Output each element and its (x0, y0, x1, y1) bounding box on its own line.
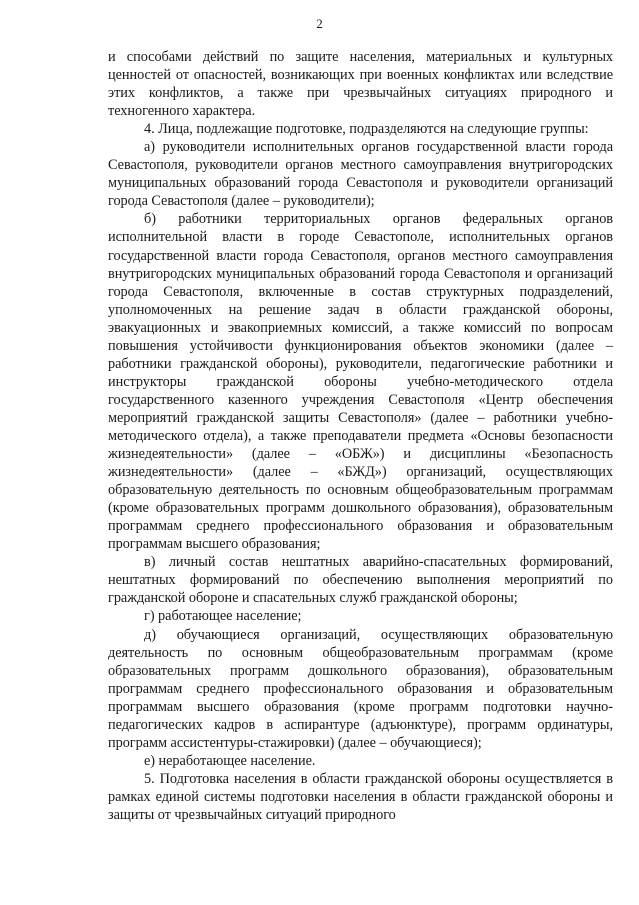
paragraph-item-4a: а) руководители исполнительных органов государственной власти города Севастополя, руководители органов местного самоуправления внутригородских муниципальных образований города Севастополя и руководители организаций города Севастополя (далее – руководители); (108, 139, 613, 210)
paragraph-item-5: 5. Подготовка населения в области гражданской обороны осуществляется в рамках единой системы подготовки населения в области гражданской обороны и защиты от чрезвычайных ситуаций природного (108, 770, 613, 823)
document-body (108, 48, 613, 824)
paragraph-item-4d: д) обучающиеся организаций, осуществляющих образовательную деятельность по основным общеобразовательным программам (кроме образовательных программ дошкольного образования), образовательным программам среднего профессионального образования и образовательным программам высшего образования (кроме программ подготовки научно-педагогических кадров в аспирантуре (адъюнктуре), программ ординатуры, программ ассистентуры-стажировки) (далее – обучающиеся); (108, 626, 613, 751)
paragraph-item-4: 4. Лица, подлежащие подготовке, подразделяются на следующие группы: (144, 121, 589, 138)
paragraph-continuation: и способами действий по защите населения, материальных и культурных ценностей от опасностей, возникающих при военных конфликтах или вследствие этих конфликтов, а также при чрезвычайных ситуациях природного и техногенного характера. (108, 49, 613, 120)
paragraph-item-4e: е) неработающее население. (144, 752, 316, 769)
paragraph-item-4b: б) работники территориальных органов федеральных органов исполнительной власти в городе Севастополе, исполнительных органов государственной власти города Севастополя, органов местного самоуправления внутригородских муниципальных образований города Севастополя и организаций города Севастополя, включенные в состав структурных подразделений, уполномоченных на решение задач в области гражданской обороны, эвакуационных и эвакоприемных комиссий, а также комиссий по вопросам повышения устойчивости функционирования объектов экономики (далее – работники гражданской обороны), руководители, педагогические работники и инструкторы гражданской обороны учебно-методического отдела государственного казенного учреждения Севастополя «Центр обеспечения мероприятий гражданской защиты Севастополя» (далее – работники учебно-методического отдела), а также преподаватели предмета «Основы безопасности жизнедеятельности» (далее – «ОБЖ») и дисциплины «Безопасность жизнедеятельности» (далее – «БЖД») организаций, осуществляющих образовательную деятельность по основным общеобразовательным программам (кроме образовательных программ дошкольного образования), образовательным программам среднего профессионального образования и образовательным программам высшего образования; (108, 211, 613, 553)
page-number: 2 (316, 16, 323, 31)
paragraph-item-4v: в) личный состав нештатных аварийно-спасательных формирований, нештатных формирований по обеспечению выполнения мероприятий по гражданской обороне и спасательных служб гражданской обороны; (108, 554, 613, 607)
paragraph-item-4g: г) работающее население; (144, 608, 302, 625)
